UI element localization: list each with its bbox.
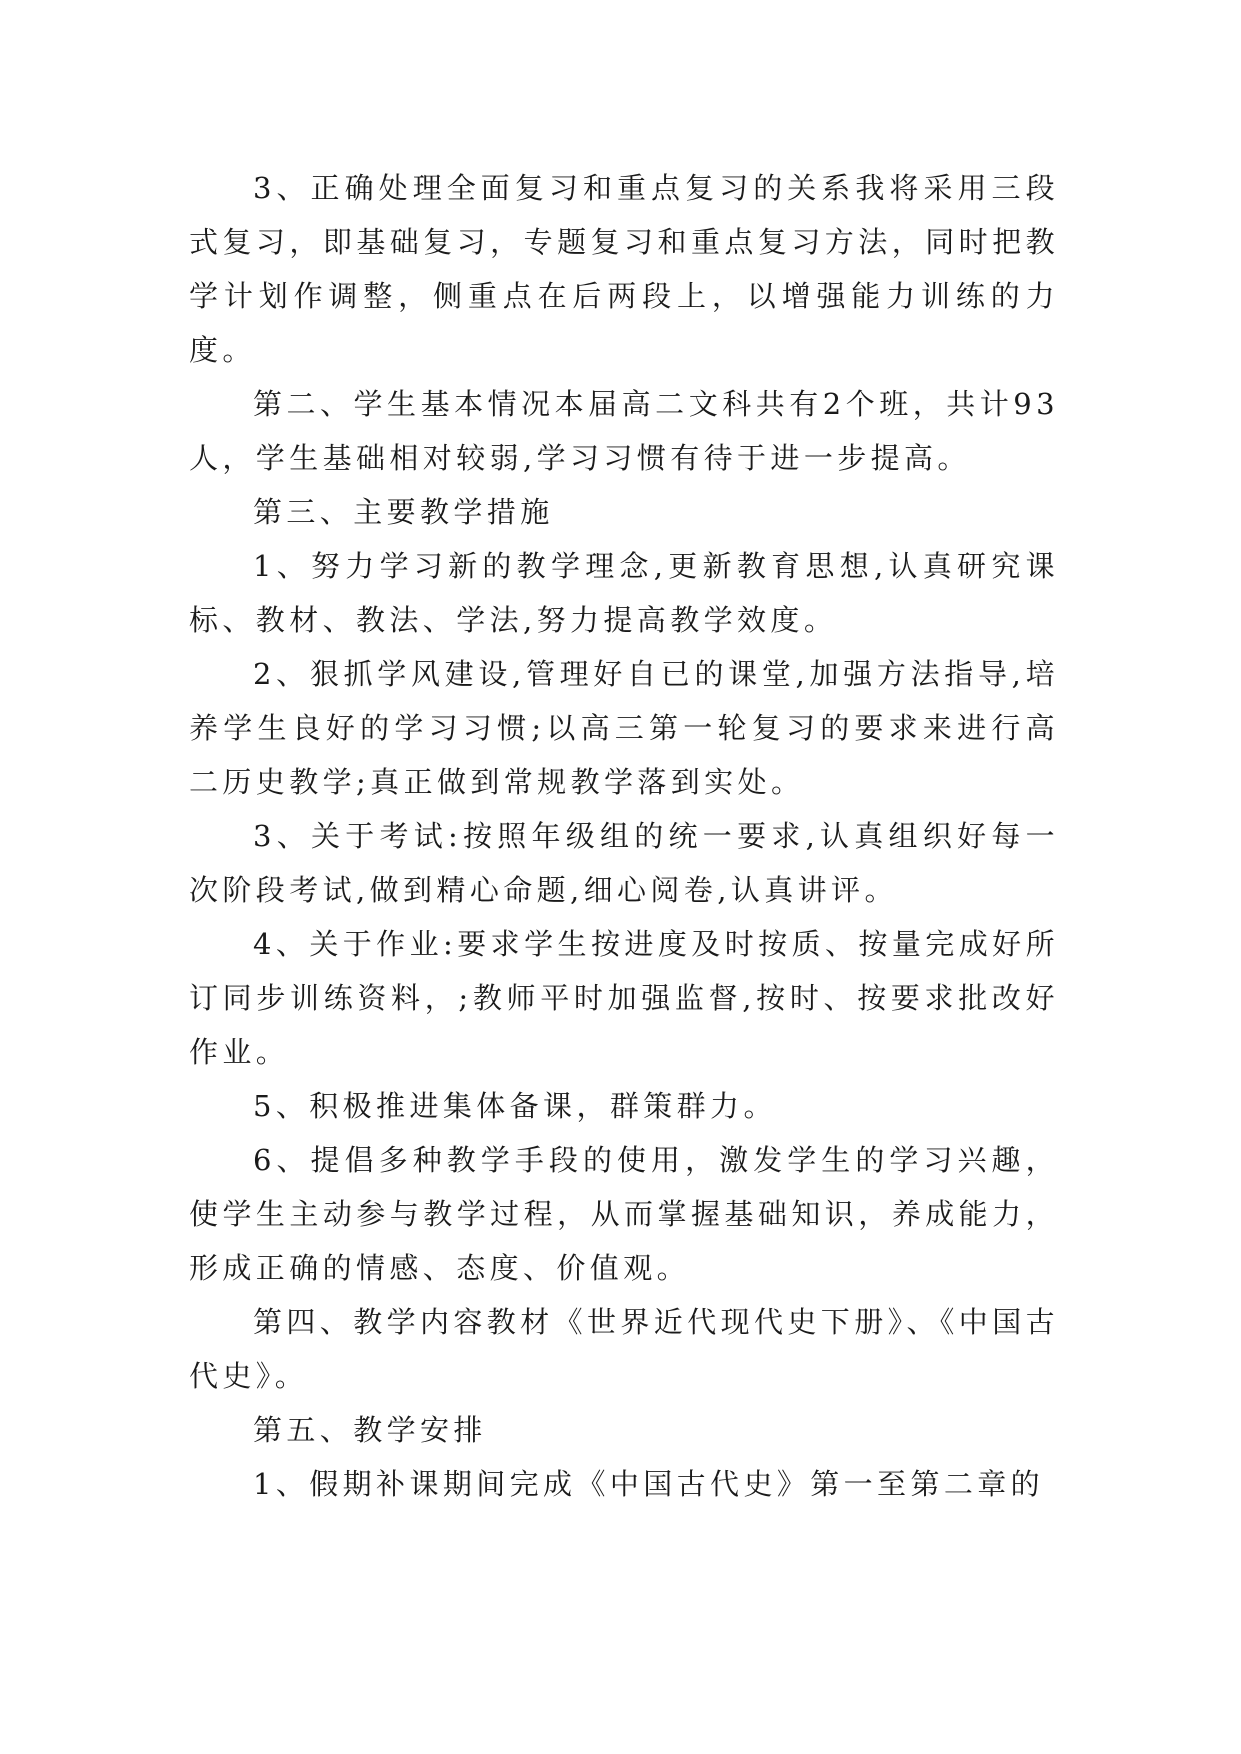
paragraph-teaching-schedule-heading: 第五、教学安排 [253, 1413, 487, 1447]
paragraph-student-situation: 第二、学生基本情况本届高二文科共有2个班，共计93人，学生基础相对较弱,学习习惯有待于进一步提高。 [189, 387, 1059, 475]
paragraph-measure-6: 6、提倡多种教学手段的使用，激发学生的学习兴趣，使学生主动参与教学过程，从而掌握基础知识，养成能力，形成正确的情感、态度、价值观。 [189, 1143, 1059, 1285]
paragraph-measure-4: 4、关于作业:要求学生按进度及时按质、按量完成好所订同步训练资料，;教师平时加强监督,按时、按要求批改好作业。 [189, 927, 1059, 1069]
paragraph-review-approach: 3、正确处理全面复习和重点复习的关系我将采用三段式复习，即基础复习，专题复习和重点复习方法，同时把教学计划作调整，侧重点在后两段上，以增强能力训练的力度。 [189, 171, 1059, 367]
paragraph-measure-3: 3、关于考试:按照年级组的统一要求,认真组织好每一次阶段考试,做到精心命题,细心阅卷,认真讲评。 [189, 819, 1059, 907]
paragraph-teaching-content: 第四、教学内容教材《世界近代现代史下册》、《中国古代史》。 [189, 1305, 1060, 1393]
paragraph-schedule-1: 1、假期补课期间完成《中国古代史》第一至第二章的 [253, 1467, 1045, 1501]
document-body [189, 161, 1059, 1511]
paragraph-teaching-measures-heading: 第三、主要教学措施 [253, 495, 554, 529]
paragraph-measure-2: 2、狠抓学风建设,管理好自已的课堂,加强方法指导,培养学生良好的学习习惯;以高三第一轮复习的要求来进行高二历史教学;真正做到常规教学落到实处。 [189, 657, 1059, 799]
paragraph-measure-5: 5、积极推进集体备课，群策群力。 [253, 1089, 777, 1123]
paragraph-measure-1: 1、努力学习新的教学理念,更新教育思想,认真研究课标、教材、教法、学法,努力提高教学效度。 [189, 549, 1059, 637]
